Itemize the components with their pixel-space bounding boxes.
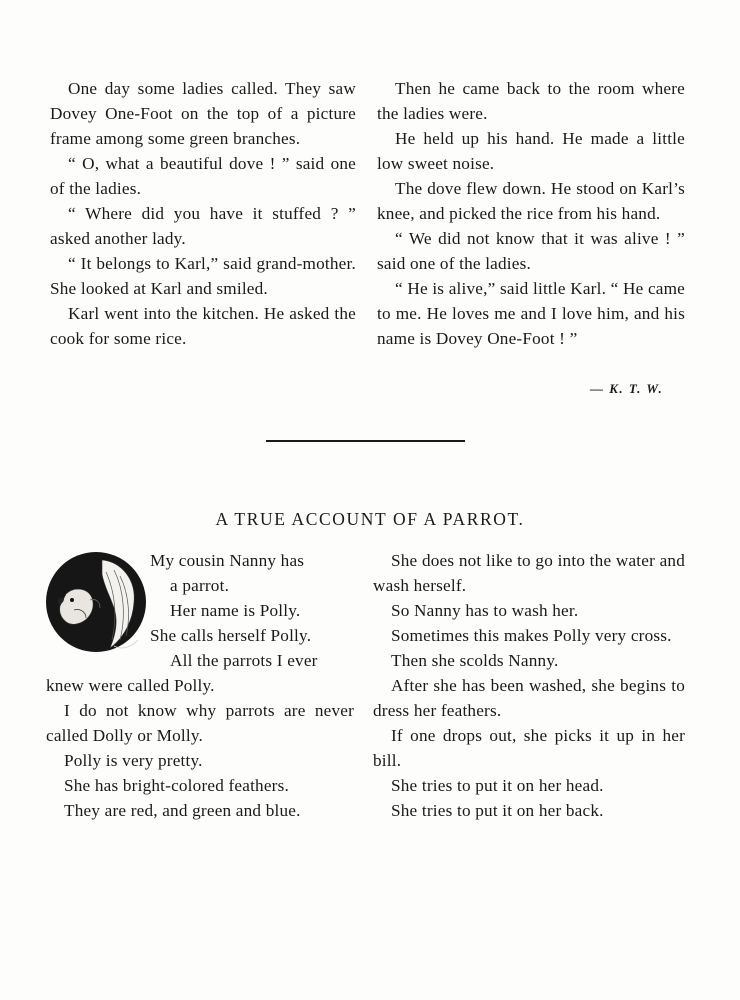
author-signature: — K. T. W. bbox=[590, 381, 664, 396]
paragraph: He held up his hand. He made a little low sweet noise. bbox=[377, 129, 685, 173]
story2-left-column bbox=[46, 548, 354, 823]
text-line: a parrot. bbox=[170, 576, 230, 595]
text-line: My cousin Nanny has bbox=[150, 551, 305, 570]
paragraph: “ It belongs to Karl,” said grand-mother. She looked at Karl and smiled. bbox=[50, 254, 356, 298]
paragraph: “ We did not know that it was alive ! ” said one of the ladies. bbox=[377, 229, 685, 273]
paragraph: She does not like to go into the water and wash herself. bbox=[373, 551, 685, 595]
paragraph: She has bright-colored feathers. bbox=[64, 776, 289, 795]
paragraph: Then he came back to the room where the ladies were. bbox=[377, 79, 685, 123]
paragraph: “ Where did you have it stuffed ? ” asked another lady. bbox=[50, 204, 356, 248]
paragraph: They are red, and green and blue. bbox=[64, 801, 301, 820]
paragraph: She tries to put it on her back. bbox=[391, 801, 604, 820]
text-line: Her name is Polly. bbox=[170, 601, 301, 620]
paragraph: “ O, what a beautiful dove ! ” said one of the ladies. bbox=[50, 154, 356, 198]
paragraph: Karl went into the kitchen. He asked the cook for some rice. bbox=[50, 304, 356, 348]
paragraph: She tries to put it on her head. bbox=[391, 776, 604, 795]
paragraph: I do not know why parrots are never called Dolly or Molly. bbox=[46, 701, 354, 745]
text-line: knew were called Polly. bbox=[46, 676, 215, 695]
story2-right-column bbox=[373, 548, 685, 823]
paragraph: The dove flew down. He stood on Karl’s knee, and picked the rice from his hand. bbox=[377, 179, 685, 223]
paragraph: Polly is very pretty. bbox=[64, 751, 203, 770]
story1-right-column bbox=[377, 76, 685, 351]
paragraph: Then she scolds Nanny. bbox=[391, 651, 559, 670]
story1-left-column bbox=[50, 76, 356, 351]
paragraph: So Nanny has to wash her. bbox=[391, 601, 579, 620]
paragraph: Sometimes this makes Polly very cross. bbox=[391, 626, 672, 645]
section-divider bbox=[266, 440, 465, 442]
paragraph: “ He is alive,” said little Karl. “ He came to me. He loves me and I love him, and his name is Dovey One-Foot ! ” bbox=[377, 279, 685, 348]
paragraph: After she has been washed, she begins to dress her feathers. bbox=[373, 676, 685, 720]
paragraph: If one drops out, she picks it up in her bill. bbox=[373, 726, 685, 770]
story-title: A TRUE ACCOUNT OF A PARROT. bbox=[215, 509, 525, 529]
paragraph: One day some ladies called. They saw Dovey One-Foot on the top of a picture frame among some green branches. bbox=[50, 79, 356, 148]
text-line: All the parrots I ever bbox=[170, 651, 318, 670]
text-line: She calls herself Polly. bbox=[150, 626, 312, 645]
